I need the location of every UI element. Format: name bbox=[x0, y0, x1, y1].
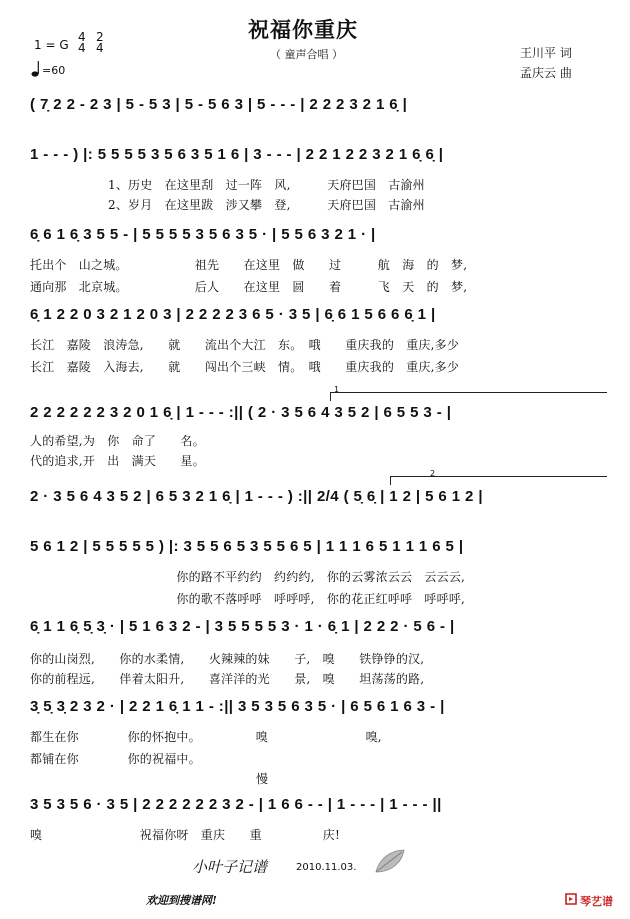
time-signature-b bbox=[96, 32, 104, 54]
time-signature-a bbox=[78, 32, 86, 54]
welcome-text: 欢迎到搜谱网! bbox=[146, 894, 217, 907]
score-line-1: ( 7̣ 2 2 - 2 3 | 5 - 5 3 | 5 - 5 6 3 | 5 - - - | 2 2 2 3 2 1 6̣ | bbox=[30, 96, 408, 113]
lyric-line-4a: 人的希望,为 你 命了 名。 bbox=[30, 434, 205, 448]
score-line-9: 3̣ 5̣ 3̣ 2 3 2 · | 2 2 1 6̣ 1 1 - :|| 3 5 3 5 6 3 5 · | 6 5 6 1 6 3 - | bbox=[30, 698, 445, 715]
lyric-line-1b: 2、岁月 在这里跋 涉又攀 登, 天府巴国 古渝州 bbox=[108, 198, 425, 212]
lyric-line-7a: 都生在你 你的怀抱中。 嗅 嗅, bbox=[30, 730, 382, 744]
time-a-num: 4 bbox=[78, 30, 86, 44]
volta-bracket-1 bbox=[330, 392, 607, 401]
score-line-6: 2 · 3 5 6 4 3 5 2 | 6 5 3 2 1 6̣ | 1 - - - ) :|| 2/4 ( 5̣ 6̣ | 1 2 | 5 6 1 2 | bbox=[30, 488, 483, 505]
volta-2-number: 2 bbox=[430, 469, 436, 478]
score-line-10: 3 5 3 5 6 · 3 5 | 2 2 2 2 2 2 3 2 - | 1 6 6 - - | 1 - - - | 1 - - - || bbox=[30, 796, 442, 813]
transcriber-signature: 小叶子记谱 bbox=[192, 858, 268, 876]
page-subtitle: （ 童声合唱 ） bbox=[270, 48, 343, 61]
volta-1-number: 1 bbox=[334, 385, 340, 394]
key-signature: 1 = G bbox=[34, 38, 69, 52]
logo-icon bbox=[564, 892, 578, 906]
lyric-line-6a: 你的山岗烈, 你的水柔情, 火辣辣的妹 子, 嗅 铁铮铮的汉, bbox=[30, 652, 425, 666]
time-b-num: 2 bbox=[96, 30, 104, 44]
lyric-line-5b: 你的歌不落呼呼 呼呼呼, 你的花正红呼呼 呼呼呼, bbox=[30, 592, 466, 606]
lyric-line-2a: 托出个 山之城。 祖先 在这里 做 过 航 海 的 梦, bbox=[30, 258, 468, 272]
lyric-line-8: 嗅 祝福你呀 重庆 重 庆! bbox=[30, 828, 341, 842]
lyric-line-6b: 你的前程远, 伴着太阳升, 喜洋洋的光 景, 嗅 坦荡荡的路, bbox=[30, 672, 425, 686]
score-line-5: 2 2 2 2 2 2 3 2 0 1 6̣ | 1 - - - :|| ( 2 · 3 5 6 4 3 5 2 | 6 5 5 3 - | bbox=[30, 404, 452, 421]
tempo-marking: =60 bbox=[42, 64, 66, 77]
score-line-2: 1 - - - ) |: 5 5 5 5 3 5 6 3 5 1 6 | 3 - - - | 2 2 1 2 2 3 2 1 6̣ 6̣ | bbox=[30, 146, 444, 163]
slow-marking: 慢 bbox=[256, 772, 269, 786]
score-line-8: 6̣ 1 1 6̣ 5̣ 3̣ · | 5 1 6 3 2 - | 3 5 5 5 5 3 · 1 · 6̣ 1 | 2 2 2 · 5 6 - | bbox=[30, 618, 455, 635]
page-title: 祝福你重庆 bbox=[248, 17, 358, 42]
lyric-line-3a: 长江 嘉陵 浪涛急, 就 流出个大江 东。 哦 重庆我的 重庆,多少 bbox=[30, 338, 460, 352]
lyric-line-7b: 都铺在你 你的祝福中。 bbox=[30, 752, 201, 766]
score-line-7: 5 6 1 2 | 5 5 5 5 5 ) |: 3 5 5 6 5 3 5 5 6 5 | 1 1 1 6 5 1 1 1 6 5 | bbox=[30, 538, 464, 555]
site-logo-text: 琴艺谱 bbox=[580, 895, 613, 908]
composer-credit: 孟庆云 曲 bbox=[520, 66, 572, 80]
lyric-line-5a: 你的路不平约约 约约约, 你的云雾浓云云 云云云, bbox=[30, 570, 466, 584]
lyricist-credit: 王川平 词 bbox=[520, 46, 572, 60]
lyric-line-2b: 通向那 北京城。 后人 在这里 圆 着 飞 天 的 梦, bbox=[30, 280, 468, 294]
time-a-den: 4 bbox=[78, 41, 86, 55]
lyric-line-4b: 代的追求,开 出 满天 星。 bbox=[30, 454, 205, 468]
lyric-line-3b: 长江 嘉陵 入海去, 就 闯出个三峡 情。 哦 重庆我的 重庆,多少 bbox=[30, 360, 460, 374]
lyric-line-1a: 1、历史 在这里刮 过一阵 风, 天府巴国 古渝州 bbox=[108, 178, 425, 192]
score-line-4: 6̣ 1 2 2 0 3 2 1 2 0 3 | 2 2 2 2 3 6 5 · 3 5 | 6̣ 6 1 5 6 6 6̣ 1 | bbox=[30, 306, 436, 323]
transcribe-date: 2010.11.03. bbox=[296, 862, 357, 873]
volta-bracket-2 bbox=[390, 476, 607, 485]
score-line-3: 6̣ 6 1 6̣ 3 5 5 - | 5 5 5 5 3 5 6 3 5 · | 5 5 6 3 2 1 · | bbox=[30, 226, 376, 243]
leaf-icon bbox=[372, 846, 406, 876]
time-b-den: 4 bbox=[96, 41, 104, 55]
